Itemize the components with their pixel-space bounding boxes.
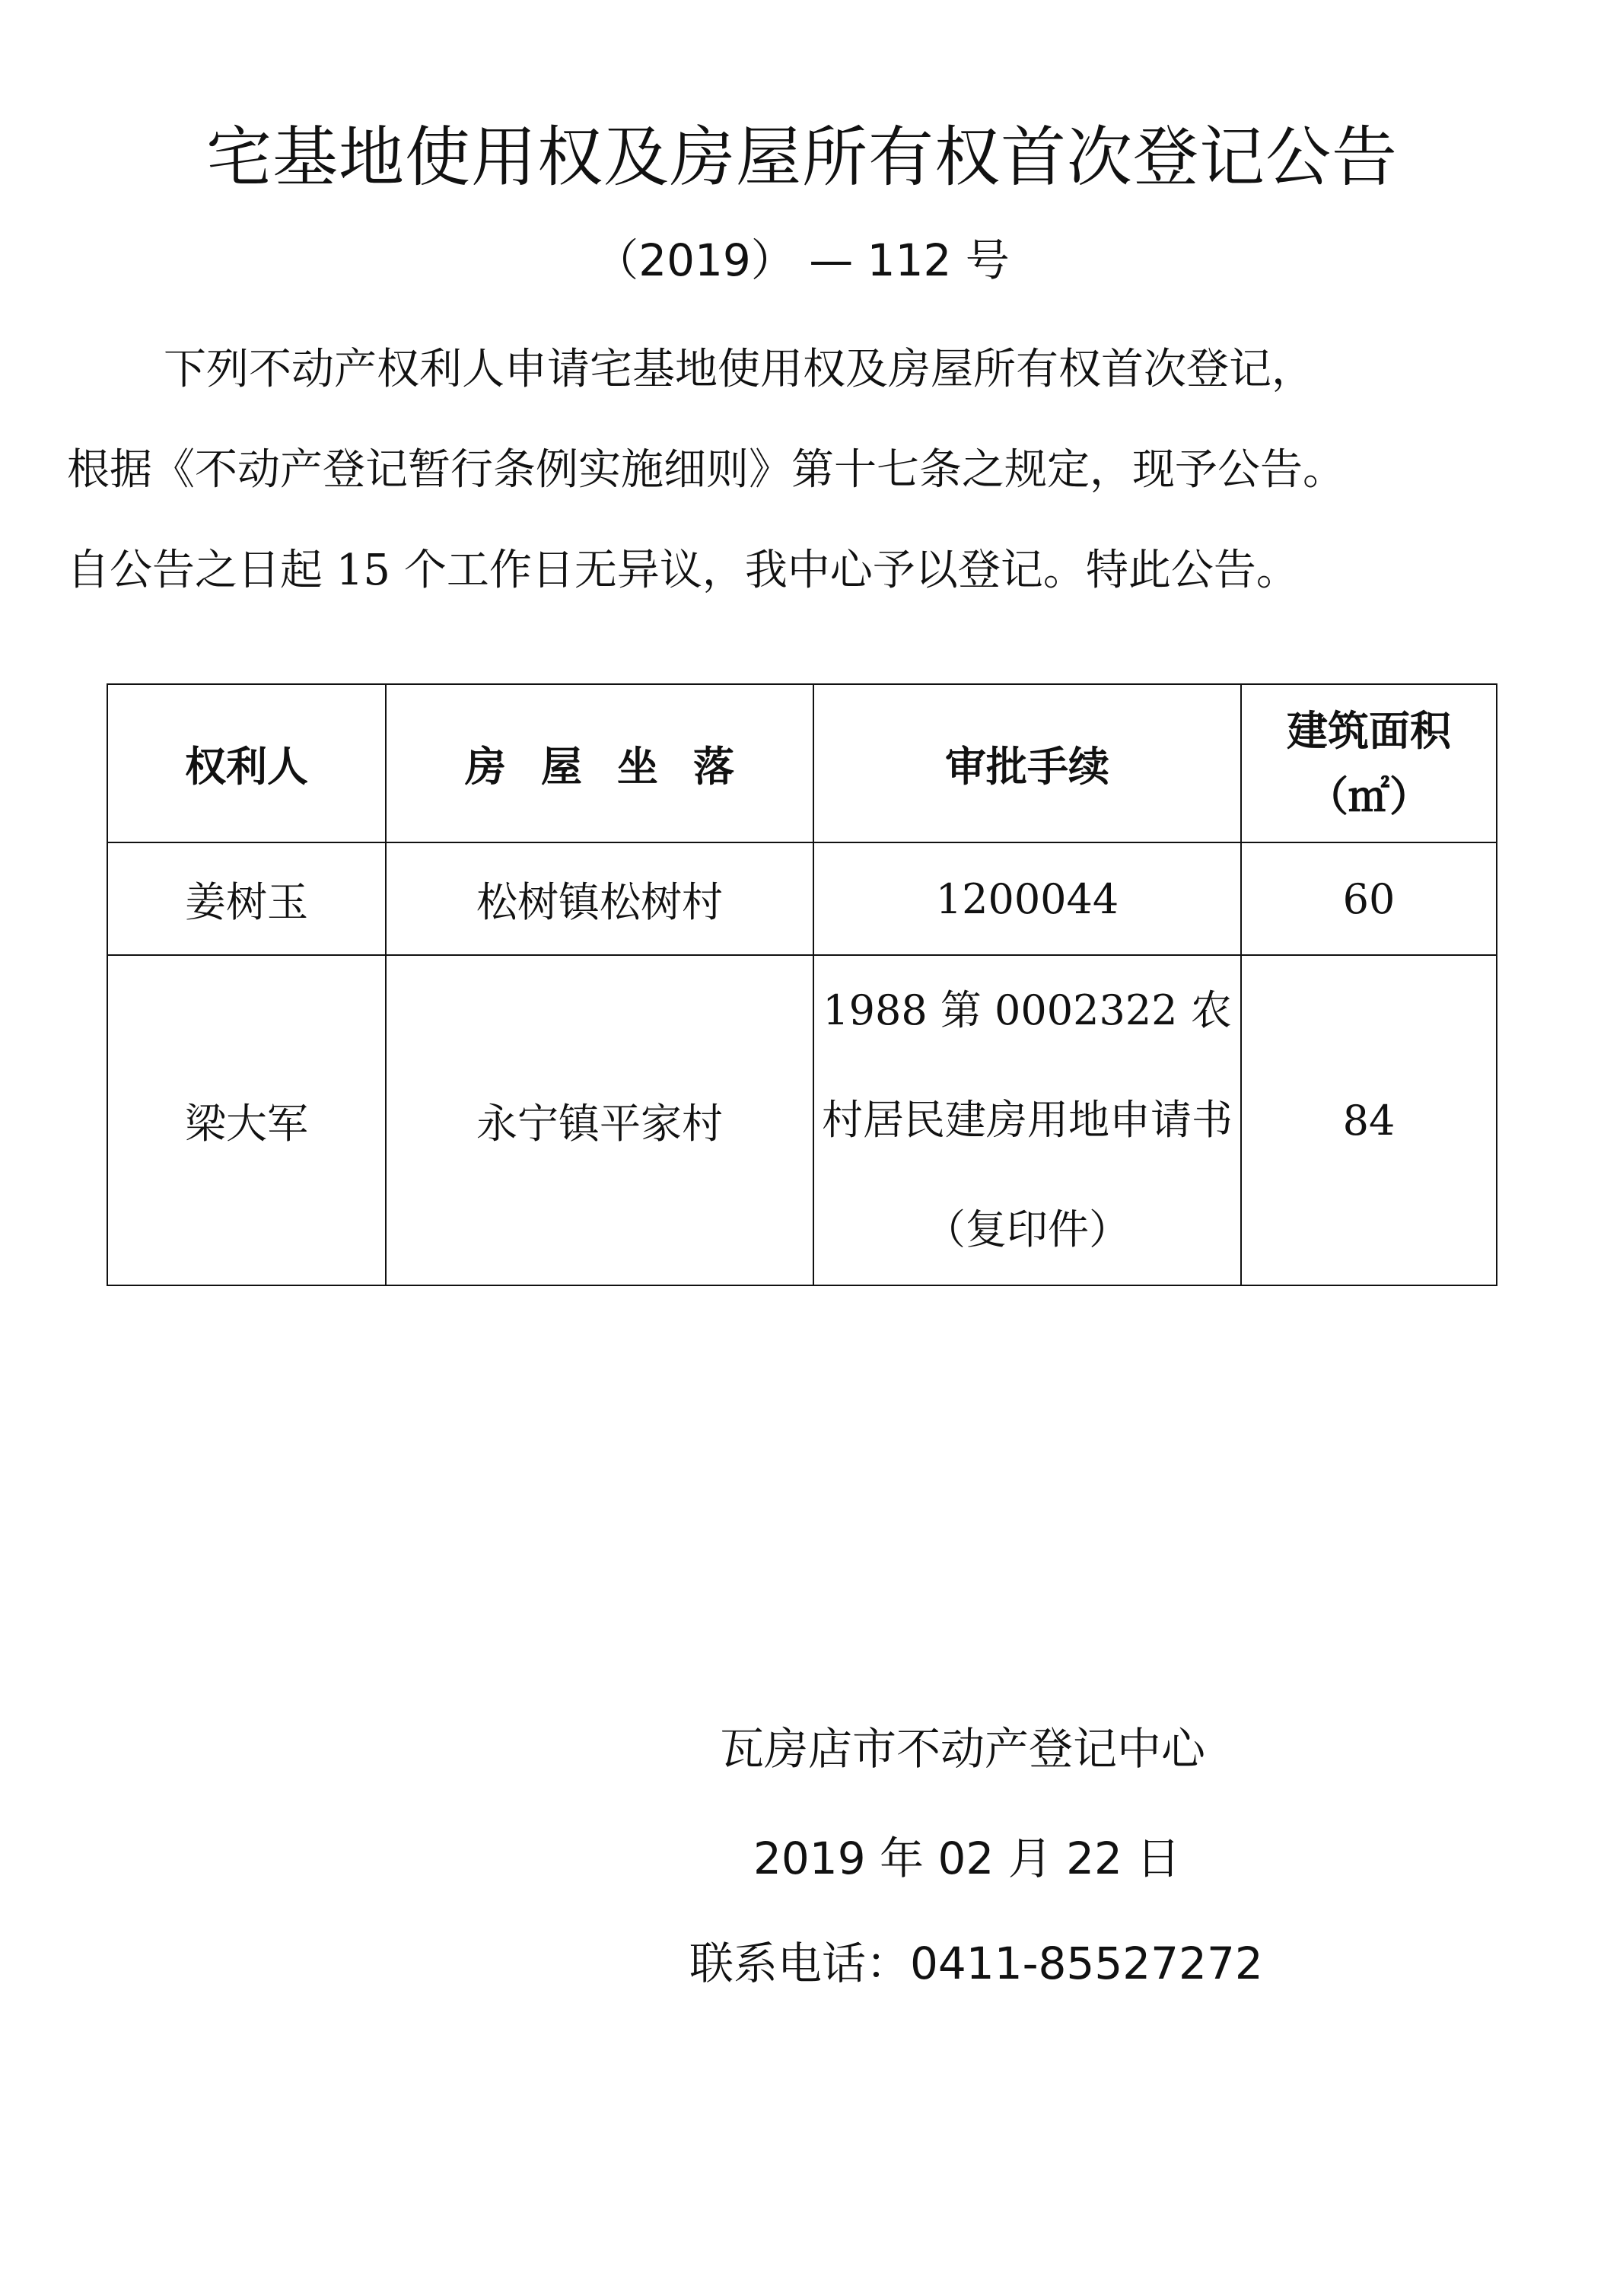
cell-approval-text: 1988 第 0002322 农村居民建房用地申请书（复印件） — [822, 986, 1233, 1253]
document-title: 宅基地使用权及房屋所有权首次登记公告 — [206, 119, 1398, 196]
header-area — [1241, 684, 1497, 842]
cell-holder: 姜树玉 — [107, 842, 386, 955]
table-header-row — [107, 684, 1497, 842]
header-location-label: 房屋坐落 — [465, 741, 769, 791]
cell-approval: 1200044 — [813, 842, 1241, 955]
document-number: （2019） — 112 号 — [594, 234, 1010, 286]
notice-paragraph-line-3: 自公告之日起 15 个工作日无异议，我中心予以登记。特此公告。 — [67, 546, 1299, 595]
table-row — [107, 842, 1497, 955]
issuer-name: 瓦房店市不动产登记中心 — [720, 1723, 1206, 1775]
cell-location: 永宁镇平家村 — [386, 955, 813, 1285]
notice-paragraph-line-1: 下列不动产权利人申请宅基地使用权及房屋所有权首次登记， — [164, 345, 1314, 394]
table-row — [107, 955, 1497, 1285]
cell-area: 60 — [1241, 842, 1497, 955]
contact-phone: 联系电话：0411-85527272 — [689, 1938, 1263, 1989]
registration-table — [107, 683, 1497, 1286]
cell-location: 松树镇松树村 — [386, 842, 813, 955]
notice-paragraph-line-2: 根据《不动产登记暂行条例实施细则》第十七条之规定，现予公告。 — [67, 445, 1345, 495]
issue-date: 2019 年 02 月 22 日 — [753, 1833, 1181, 1884]
header-area-unit: （㎡） — [1307, 772, 1431, 820]
header-area-label: 建筑面积 — [1287, 706, 1451, 755]
header-holder: 权利人 — [107, 684, 386, 842]
cell-area: 84 — [1241, 955, 1497, 1285]
cell-approval — [813, 955, 1241, 1285]
header-location — [386, 684, 813, 842]
cell-holder: 梁大军 — [107, 955, 386, 1285]
header-approval: 审批手续 — [813, 684, 1241, 842]
